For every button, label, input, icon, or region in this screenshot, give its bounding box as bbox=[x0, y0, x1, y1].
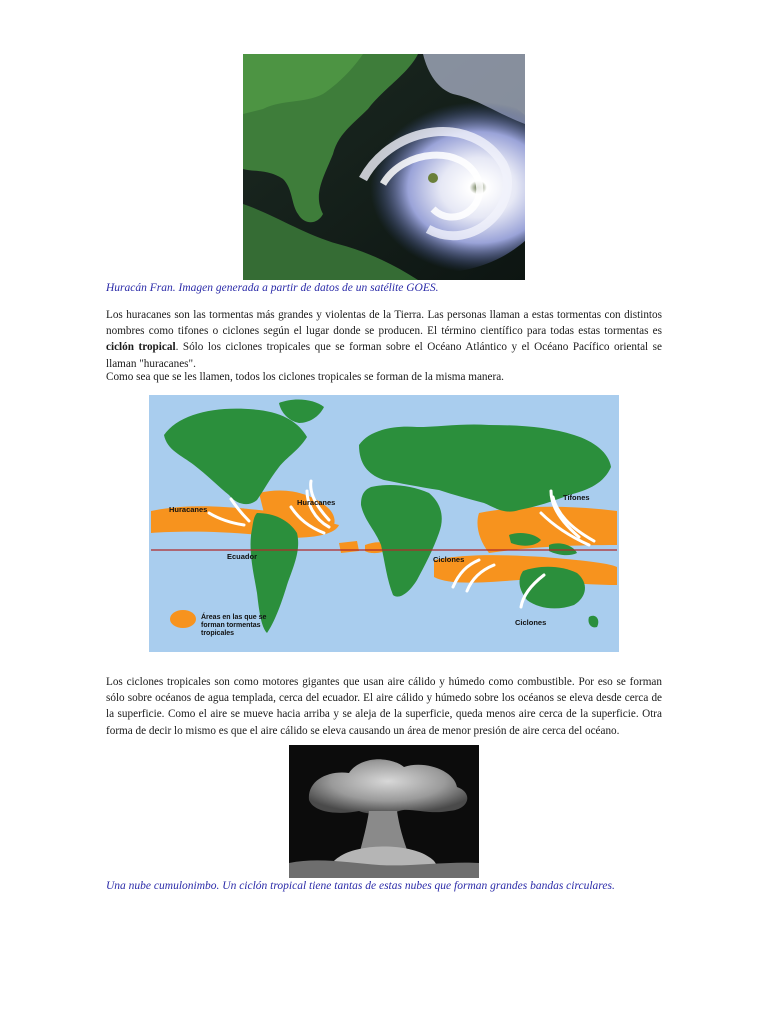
ciclon-tropical-term: ciclón tropical bbox=[106, 341, 176, 354]
cumulonimbus-cloud-image bbox=[289, 745, 479, 878]
legend-swatch bbox=[170, 610, 196, 628]
label-ciclones-indian: Ciclones bbox=[433, 555, 465, 564]
cloud-caption: Una nube cumulonimbo. Un ciclón tropical tiene tantas de estas nubes que forman grandes bandas circulares. bbox=[106, 880, 615, 892]
formation-sentence: Como sea que se les llamen, todos los ciclones tropicales se forman de la misma manera. bbox=[106, 371, 504, 383]
satellite-caption: Huracán Fran. Imagen generada a partir de datos de un satélite GOES. bbox=[106, 282, 439, 294]
legend-line-3: tropicales bbox=[201, 630, 235, 637]
intro-text-1: Los huracanes son las tormentas más grandes y violentas de la Tierra. Las personas llaman a estas tormentas con distintos nombres como tifones o ciclones según el lugar donde se producen. El término científico para todas estas tormentas es bbox=[106, 309, 662, 338]
label-tifones: Tifones bbox=[563, 493, 590, 502]
explanation-paragraph: Los ciclones tropicales son como motores gigantes que usan aire cálido y húmedo como combustible. Por eso se forman sólo sobre océanos de agua templada, cerca del ecuador. El aire cálido y húmedo sobre los océanos se eleva desde cerca de la superficie. Como el aire se mueve hacia arriba y se aleja de la superficie, queda menos aire cerca de la superficie. Otra forma de decir lo mismo es que el aire cálido se eleva causando un área de menor presión de aire cerca del océano. bbox=[106, 676, 662, 737]
legend-line-1: Áreas en las que se bbox=[201, 614, 267, 621]
label-huracanes-atlantic: Huracanes bbox=[297, 498, 336, 507]
legend-line-2: forman tormentas bbox=[201, 622, 261, 629]
tropical-storm-world-map bbox=[149, 395, 619, 652]
intro-paragraph bbox=[106, 307, 662, 372]
hurricane-satellite-image bbox=[243, 54, 525, 280]
label-ciclones-australia: Ciclones bbox=[515, 618, 547, 627]
intro-text-2: . Sólo los ciclones tropicales que se forman sobre el Océano Atlántico y el Océano Pacífico oriental se llaman "huracanes". bbox=[106, 341, 663, 370]
label-huracanes-west: Huracanes bbox=[169, 505, 208, 514]
label-ecuador: Ecuador bbox=[227, 552, 258, 561]
